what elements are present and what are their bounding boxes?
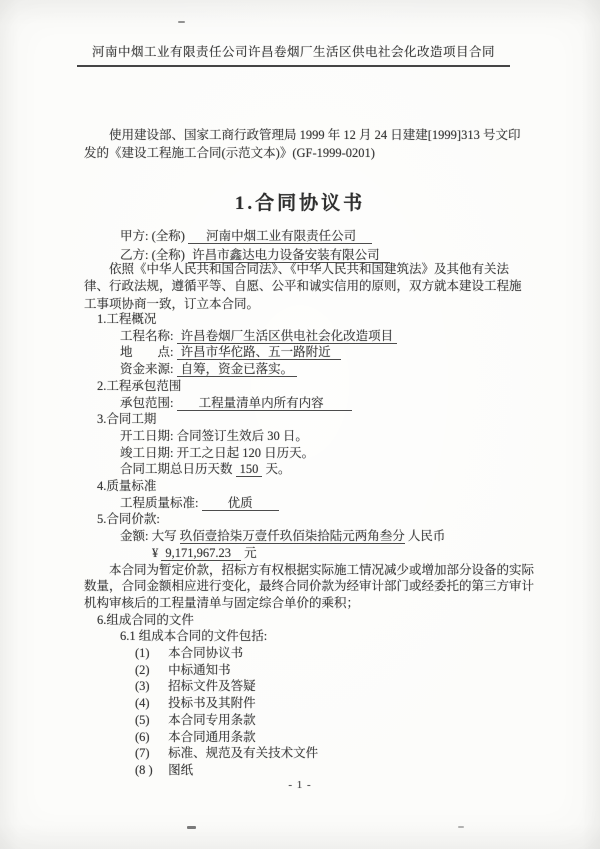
section-6-heading: 6.组成合同的文件 xyxy=(97,612,194,627)
currency-symbol: ¥ xyxy=(152,545,159,560)
scan-artifact-mark xyxy=(178,21,185,23)
party-b-label: 乙方: (全称) xyxy=(120,247,185,262)
document-item-num: (2) xyxy=(135,662,150,677)
document-item-text: 招标文件及答疑 xyxy=(168,679,256,694)
document-item-num: (7) xyxy=(135,746,150,761)
scope-label: 承包范围: xyxy=(120,395,174,410)
duration-days: 150 xyxy=(236,462,263,477)
document-item-4 xyxy=(135,695,535,712)
funding-label: 资金来源: xyxy=(120,362,174,377)
project-name-line xyxy=(120,328,535,345)
duration-suffix: 天。 xyxy=(265,462,291,477)
document-item-num: (5) xyxy=(135,712,150,727)
document-item-text: 本合同协议书 xyxy=(168,646,244,661)
scan-artifact-mark xyxy=(187,826,196,829)
document-item-2 xyxy=(135,662,535,679)
page-header-title: 河南中烟工业有限责任公司许昌卷烟厂生活区供电社会化改造项目合同 xyxy=(77,42,510,67)
duration-prefix: 合同工期总日历天数 xyxy=(120,462,233,477)
party-a-label: 甲方: (全称) xyxy=(120,229,185,243)
document-item-8 xyxy=(135,762,535,779)
quality-value: 优质 xyxy=(202,496,279,511)
amount-unit: 元 xyxy=(244,545,257,560)
intro-paragraph: 使用建设部、国家工商行政管理局 1999 年 12 月 24 日建建[1999]313 号文印发的《建设工程施工合同(示范文本)》(GF-1999-0201) xyxy=(84,128,521,160)
section-2-heading: 2.工程承包范围 xyxy=(97,378,182,393)
section-5-heading: 5.合同价款: xyxy=(97,512,160,527)
page-number: - 1 - xyxy=(288,779,312,791)
section-3-heading: 3.合同工期 xyxy=(97,412,157,427)
section-4-heading: 4.质量标准 xyxy=(97,479,157,494)
document-item-text: 中标通知书 xyxy=(168,662,231,677)
document-item-7 xyxy=(135,745,535,762)
project-name-value: 许昌卷烟厂生活区供电社会化改造项目 xyxy=(177,329,398,344)
amount-figures-line xyxy=(152,545,535,562)
location-value: 许昌市华佗路、五一路附近 xyxy=(177,345,341,360)
document-item-6 xyxy=(135,729,535,746)
amount-label: 金额: 大写 xyxy=(120,529,177,544)
preamble-paragraph: 依照《中华人民共和国合同法》、《中华人民共和国建筑法》及其他有关法律、行政法规，遵循平等、自愿、公平和诚实信用的原则，双方就本建设工程施工事项协商一致，订立本合同。 xyxy=(84,262,522,311)
document-item-text: 投标书及其附件 xyxy=(168,696,256,711)
location-line xyxy=(120,344,535,361)
section-1-heading: 1.工程概况 xyxy=(97,312,157,326)
quality-line xyxy=(120,495,535,512)
document-item-5 xyxy=(135,712,535,729)
document-item-num: (8 ) xyxy=(135,762,153,777)
party-a-line xyxy=(120,227,390,246)
completion-date-line: 竣工日期: 开工之日起 120 日历天。 xyxy=(120,445,315,460)
document-item-text: 图纸 xyxy=(168,762,194,777)
document-item-3 xyxy=(135,678,535,695)
document-item-text: 标准、规范及有关技术文件 xyxy=(168,746,319,761)
funding-line xyxy=(120,361,535,378)
party-b-name: 许昌市鑫达电力设备安装有限公司 xyxy=(188,248,390,263)
document-item-num: (3) xyxy=(135,679,150,694)
price-note-paragraph: 本合同为暂定价款，招标方有权根据实际施工情况减少或增加部分设备的实际数量，合同金额相应进行变化，最终合同价款为经审计部门或经委托的第三方审计机构审核后的工程量清单与固定综合单价的乘积； xyxy=(84,562,535,610)
funding-value: 自筹，资金已落实。 xyxy=(177,362,298,377)
document-item-num: (6) xyxy=(135,729,150,744)
document-item-1 xyxy=(135,645,535,662)
start-date-line: 开工日期: 合同签订生效后 30 日。 xyxy=(120,428,308,443)
contract-body xyxy=(84,311,535,779)
amount-figures-value: 9,171,967.23 xyxy=(161,546,241,561)
clause-6-1: 6.1 组成本合同的文件包括: xyxy=(120,629,268,644)
amount-words-line xyxy=(120,528,535,545)
party-a-name: 河南中烟工业有限责任公司 xyxy=(188,229,372,244)
scan-artifact-mark xyxy=(458,826,464,828)
document-title: 1.合同协议书 xyxy=(234,193,366,214)
document-item-num: (4) xyxy=(135,696,150,711)
quality-label: 工程质量标准: xyxy=(120,495,199,510)
project-name-label: 工程名称: xyxy=(120,328,174,343)
duration-line xyxy=(120,461,535,478)
amount-words-value: 玖佰壹拾柒万壹仟玖佰柒拾陆元两角叁分 xyxy=(179,529,405,544)
scope-line xyxy=(120,395,535,412)
scope-value: 工程量清单内所有内容 xyxy=(177,396,352,411)
document-item-num: (1) xyxy=(135,646,150,661)
location-label: 地 点: xyxy=(120,345,174,360)
document-item-text: 本合同通用条款 xyxy=(168,729,256,744)
amount-words-suffix: 人民币 xyxy=(407,529,446,544)
document-item-text: 本合同专用条款 xyxy=(168,712,256,727)
parties-block xyxy=(120,227,390,264)
